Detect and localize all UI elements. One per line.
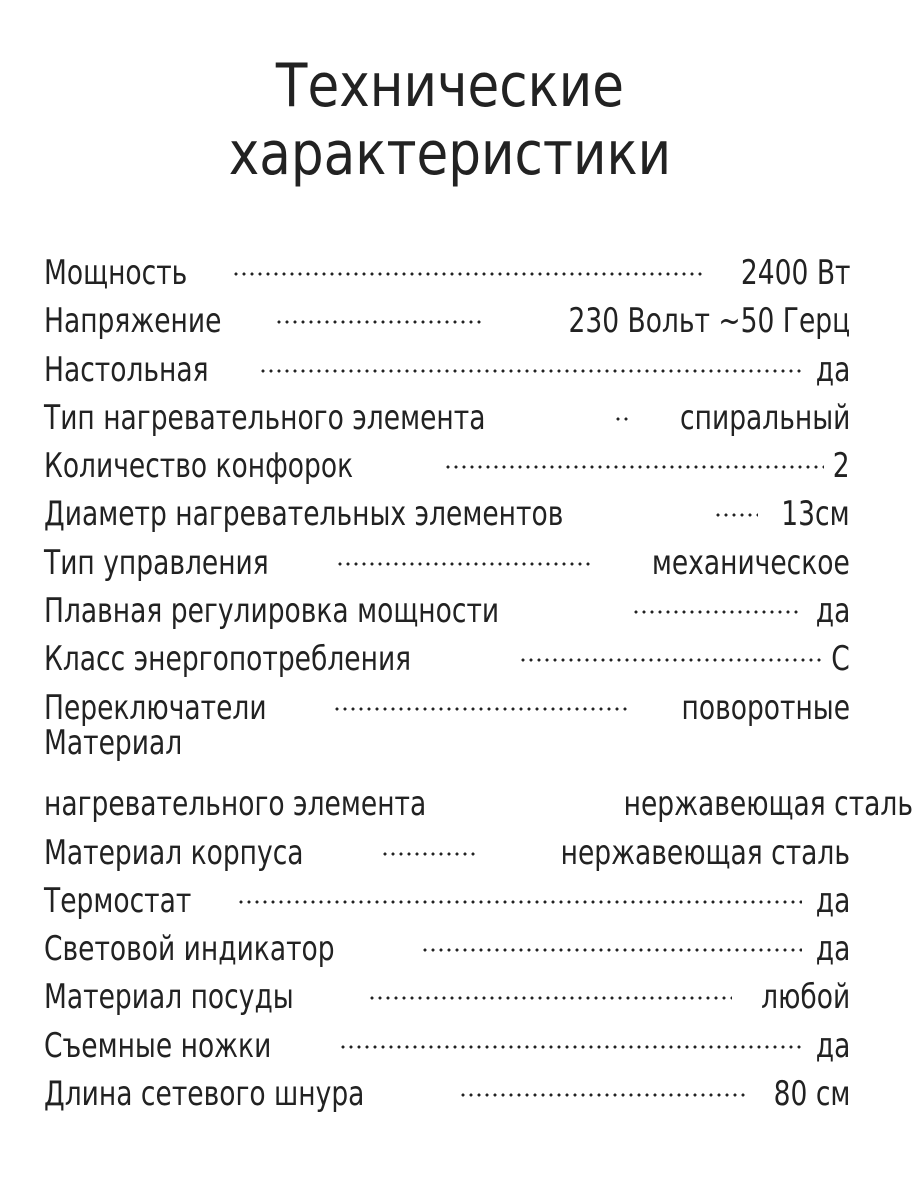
spec-label: Тип нагревательного элемента (44, 397, 486, 438)
dot-leader (339, 1009, 801, 1057)
spec-value: нержавеющая сталь (623, 784, 913, 825)
spec-value: да (815, 591, 850, 632)
spec-row-heater-material (44, 767, 913, 825)
spec-label: Мощность (44, 253, 188, 293)
spec-list (44, 236, 913, 1115)
spec-value: да (815, 880, 850, 921)
spec-value: спиральный (679, 397, 850, 438)
dot-leader (259, 333, 802, 381)
spec-label: Тип управления (44, 542, 269, 583)
spec-value: С (831, 639, 850, 680)
spec-value: любой (760, 977, 850, 1018)
spec-label: Материал корпуса (44, 832, 304, 873)
title-line-2: характеристики (228, 119, 672, 189)
dot-leader (421, 912, 802, 960)
spec-value: 2 (833, 446, 850, 487)
spec-label: Съемные ножки (44, 1025, 272, 1066)
dot-leader (459, 1057, 748, 1105)
spec-label: Количество конфорок (44, 446, 354, 487)
page-title (63, 52, 837, 188)
spec-label: Класс энергопотребления (44, 639, 412, 680)
dot-leader (333, 671, 630, 719)
spec-value: нержавеющая сталь (560, 832, 850, 873)
spec-value: 80 см (773, 1074, 850, 1115)
spec-label: Переключатели (44, 687, 267, 728)
spec-label: Материал посуды (44, 977, 294, 1018)
dot-leader (237, 864, 802, 912)
dot-leader (714, 477, 759, 525)
title-line-1: Технические (275, 51, 625, 121)
spec-value: да (815, 349, 850, 390)
spec-value: 13см (781, 494, 850, 535)
dot-leader (614, 381, 628, 429)
spec-value: 2400 Вт (740, 253, 850, 293)
dot-leader (444, 429, 824, 477)
spec-label: Диаметр нагревательных элементов (44, 494, 564, 535)
dot-leader (381, 816, 475, 864)
spec-value: да (815, 929, 850, 970)
dot-leader (336, 526, 592, 574)
dot-leader (275, 284, 484, 332)
dot-leader (232, 236, 706, 284)
spec-label: Настольная (44, 349, 209, 390)
spec-label: Длина сетевого шнура (44, 1074, 365, 1115)
dot-leader (632, 574, 802, 622)
spec-value: механическое (652, 542, 850, 583)
spec-label: нагревательного элемента (44, 784, 427, 825)
spec-label: Материал (44, 722, 183, 763)
spec-label: Плавная регулировка мощности (44, 591, 500, 632)
spec-label: Напряжение (44, 301, 222, 342)
spec-value: да (815, 1025, 850, 1066)
dot-leader (368, 960, 732, 1008)
spec-value: поворотные (681, 687, 850, 728)
spec-label: Термостат (44, 880, 192, 921)
dot-leader (519, 622, 823, 670)
spec-value: 230 Вольт ~50 Герц (568, 301, 850, 342)
spec-row-power (44, 236, 850, 293)
spec-label: Световой индикатор (44, 929, 335, 970)
